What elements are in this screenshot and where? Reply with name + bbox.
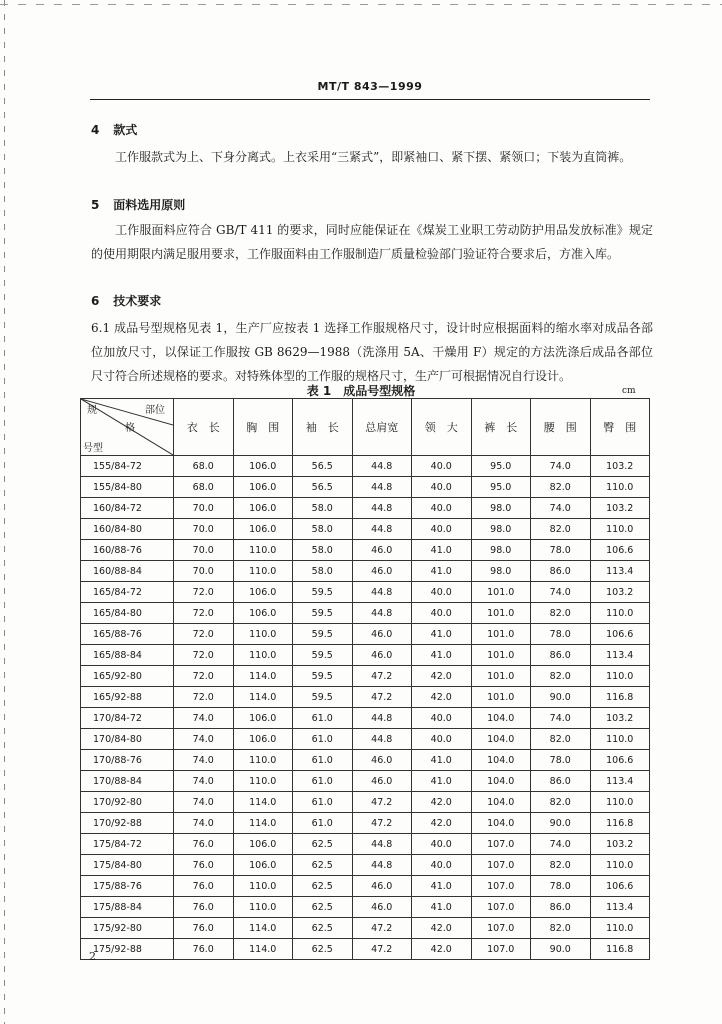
measurement-cell: 72.0 — [174, 624, 234, 645]
measurement-cell: 86.0 — [531, 897, 591, 918]
measurement-cell: 41.0 — [412, 561, 472, 582]
measurement-cell: 114.0 — [233, 918, 293, 939]
measurement-cell: 61.0 — [293, 771, 353, 792]
size-code-cell: 165/88-84 — [81, 645, 174, 666]
section-6-title: 技术要求 — [113, 294, 162, 308]
measurement-cell: 44.8 — [352, 477, 412, 498]
measurement-cell: 44.8 — [352, 708, 412, 729]
measurement-cell: 82.0 — [531, 855, 591, 876]
measurement-cell: 114.0 — [233, 939, 293, 960]
measurement-cell: 40.0 — [412, 519, 472, 540]
measurement-cell: 41.0 — [412, 645, 472, 666]
measurement-cell: 104.0 — [471, 750, 531, 771]
size-code-cell: 170/88-76 — [81, 750, 174, 771]
measurement-cell: 110.0 — [233, 876, 293, 897]
measurement-cell: 116.8 — [590, 939, 650, 960]
measurement-cell: 86.0 — [531, 771, 591, 792]
column-header: 腰 围 — [531, 399, 591, 456]
measurement-cell: 46.0 — [352, 876, 412, 897]
table-row — [81, 456, 650, 477]
measurement-cell: 74.0 — [174, 729, 234, 750]
measurement-cell: 95.0 — [471, 456, 531, 477]
measurement-cell: 74.0 — [174, 792, 234, 813]
measurement-cell: 70.0 — [174, 540, 234, 561]
measurement-cell: 107.0 — [471, 897, 531, 918]
measurement-cell: 103.2 — [590, 582, 650, 603]
column-header: 胸 围 — [233, 399, 293, 456]
measurement-cell: 104.0 — [471, 813, 531, 834]
measurement-cell: 72.0 — [174, 582, 234, 603]
column-header: 总肩宽 — [352, 399, 412, 456]
measurement-cell: 41.0 — [412, 750, 472, 771]
page-number: 2 — [89, 950, 96, 963]
table-corner-cell — [81, 399, 174, 456]
measurement-cell: 78.0 — [531, 624, 591, 645]
table-row — [81, 498, 650, 519]
measurement-cell: 110.0 — [590, 855, 650, 876]
measurement-cell: 59.5 — [293, 687, 353, 708]
measurement-cell: 106.0 — [233, 582, 293, 603]
measurement-cell: 47.2 — [352, 792, 412, 813]
measurement-cell: 70.0 — [174, 561, 234, 582]
measurement-cell: 62.5 — [293, 834, 353, 855]
measurement-cell: 40.0 — [412, 729, 472, 750]
measurement-cell: 110.0 — [590, 477, 650, 498]
table-row — [81, 666, 650, 687]
measurement-cell: 113.4 — [590, 561, 650, 582]
measurement-cell: 46.0 — [352, 750, 412, 771]
size-code-cell: 175/84-80 — [81, 855, 174, 876]
measurement-cell: 44.8 — [352, 519, 412, 540]
corner-label-d: 号型 — [83, 443, 103, 454]
measurement-cell: 56.5 — [293, 477, 353, 498]
measurement-cell: 46.0 — [352, 624, 412, 645]
measurement-cell: 59.5 — [293, 666, 353, 687]
measurement-cell: 61.0 — [293, 729, 353, 750]
measurement-cell: 41.0 — [412, 624, 472, 645]
size-code-cell: 170/92-80 — [81, 792, 174, 813]
measurement-cell: 41.0 — [412, 876, 472, 897]
section-5-paragraph — [91, 218, 653, 266]
measurement-cell: 44.8 — [352, 729, 412, 750]
measurement-cell: 42.0 — [412, 687, 472, 708]
size-code-cell: 170/92-88 — [81, 813, 174, 834]
measurement-cell: 103.2 — [590, 456, 650, 477]
table-row — [81, 708, 650, 729]
size-code-cell: 165/88-76 — [81, 624, 174, 645]
size-code-cell: 165/84-72 — [81, 582, 174, 603]
measurement-cell: 46.0 — [352, 540, 412, 561]
table-row — [81, 582, 650, 603]
scan-edge-top — [0, 4, 722, 5]
measurement-cell: 44.8 — [352, 582, 412, 603]
measurement-cell: 106.0 — [233, 498, 293, 519]
measurement-cell: 74.0 — [174, 708, 234, 729]
measurement-cell: 110.0 — [233, 624, 293, 645]
measurement-cell: 116.8 — [590, 813, 650, 834]
measurement-cell: 58.0 — [293, 561, 353, 582]
measurement-cell: 59.5 — [293, 603, 353, 624]
measurement-cell: 42.0 — [412, 918, 472, 939]
table-row — [81, 477, 650, 498]
measurement-cell: 41.0 — [412, 897, 472, 918]
measurement-cell: 47.2 — [352, 939, 412, 960]
measurement-cell: 101.0 — [471, 666, 531, 687]
table-row — [81, 918, 650, 939]
measurement-cell: 76.0 — [174, 918, 234, 939]
measurement-cell: 110.0 — [590, 519, 650, 540]
size-code-cell: 160/84-80 — [81, 519, 174, 540]
table-row — [81, 624, 650, 645]
size-spec-table — [80, 398, 650, 960]
measurement-cell: 104.0 — [471, 729, 531, 750]
measurement-cell: 110.0 — [233, 540, 293, 561]
measurement-cell: 107.0 — [471, 876, 531, 897]
section-4-text: 工作服款式为上、下身分离式。上衣采用“三紧式”，即紧袖口、紧下摆、紧领口；下装为直筒裤。 — [115, 150, 632, 164]
table-caption: 表 1 成品号型规格 — [306, 384, 416, 398]
size-code-cell: 160/88-84 — [81, 561, 174, 582]
size-code-cell: 170/84-72 — [81, 708, 174, 729]
measurement-cell: 107.0 — [471, 918, 531, 939]
measurement-cell: 74.0 — [531, 582, 591, 603]
measurement-cell: 82.0 — [531, 666, 591, 687]
measurement-cell: 47.2 — [352, 666, 412, 687]
measurement-cell: 101.0 — [471, 582, 531, 603]
measurement-cell: 90.0 — [531, 939, 591, 960]
measurement-cell: 59.5 — [293, 582, 353, 603]
corner-label-b: 部位 — [145, 405, 165, 416]
measurement-cell: 98.0 — [471, 561, 531, 582]
measurement-cell: 72.0 — [174, 603, 234, 624]
measurement-cell: 106.6 — [590, 750, 650, 771]
measurement-cell: 101.0 — [471, 624, 531, 645]
section-4-title: 款式 — [113, 123, 138, 137]
measurement-cell: 42.0 — [412, 666, 472, 687]
measurement-cell: 90.0 — [531, 687, 591, 708]
measurement-cell: 106.0 — [233, 708, 293, 729]
size-code-cell: 175/92-88 — [81, 939, 174, 960]
table-row — [81, 561, 650, 582]
measurement-cell: 76.0 — [174, 876, 234, 897]
measurement-cell: 106.6 — [590, 876, 650, 897]
measurement-cell: 42.0 — [412, 792, 472, 813]
measurement-cell: 61.0 — [293, 813, 353, 834]
measurement-cell: 40.0 — [412, 834, 472, 855]
size-code-cell: 160/88-76 — [81, 540, 174, 561]
size-code-cell: 170/84-80 — [81, 729, 174, 750]
measurement-cell: 103.2 — [590, 708, 650, 729]
measurement-cell: 44.8 — [352, 498, 412, 519]
column-header: 衣 长 — [174, 399, 234, 456]
measurement-cell: 82.0 — [531, 918, 591, 939]
measurement-cell: 82.0 — [531, 729, 591, 750]
size-code-cell: 155/84-80 — [81, 477, 174, 498]
measurement-cell: 46.0 — [352, 771, 412, 792]
table-body — [81, 456, 650, 960]
measurement-cell: 74.0 — [531, 498, 591, 519]
size-code-cell: 165/84-80 — [81, 603, 174, 624]
measurement-cell: 110.0 — [590, 603, 650, 624]
table-row — [81, 813, 650, 834]
measurement-cell: 44.8 — [352, 855, 412, 876]
measurement-cell: 107.0 — [471, 939, 531, 960]
measurement-cell: 110.0 — [233, 645, 293, 666]
corner-label-c: 格 — [125, 423, 135, 434]
measurement-cell: 113.4 — [590, 645, 650, 666]
measurement-cell: 82.0 — [531, 792, 591, 813]
measurement-cell: 59.5 — [293, 624, 353, 645]
measurement-cell: 62.5 — [293, 918, 353, 939]
measurement-cell: 44.8 — [352, 456, 412, 477]
table-row — [81, 645, 650, 666]
measurement-cell: 82.0 — [531, 603, 591, 624]
section-5-text: 工作服面料应符合 GB/T 411 的要求，同时应能保证在《煤炭工业职工劳动防护用品发放标准》规定的使用期限内满足服用要求，工作服面料由工作服制造厂质量检验部门验证符合要求后，方准入库。 — [91, 223, 653, 261]
measurement-cell: 46.0 — [352, 561, 412, 582]
table-row — [81, 792, 650, 813]
measurement-cell: 74.0 — [531, 708, 591, 729]
table-row — [81, 771, 650, 792]
measurement-cell: 101.0 — [471, 687, 531, 708]
measurement-cell: 44.8 — [352, 603, 412, 624]
size-code-cell: 155/84-72 — [81, 456, 174, 477]
measurement-cell: 98.0 — [471, 519, 531, 540]
measurement-cell: 104.0 — [471, 771, 531, 792]
measurement-cell: 110.0 — [590, 729, 650, 750]
size-code-cell: 165/92-88 — [81, 687, 174, 708]
measurement-cell: 74.0 — [174, 750, 234, 771]
measurement-cell: 61.0 — [293, 792, 353, 813]
measurement-cell: 110.0 — [233, 561, 293, 582]
measurement-cell: 40.0 — [412, 498, 472, 519]
table-row — [81, 519, 650, 540]
measurement-cell: 47.2 — [352, 687, 412, 708]
column-header: 裤 长 — [471, 399, 531, 456]
measurement-cell: 110.0 — [233, 897, 293, 918]
measurement-cell: 40.0 — [412, 855, 472, 876]
measurement-cell: 59.5 — [293, 645, 353, 666]
measurement-cell: 86.0 — [531, 561, 591, 582]
measurement-cell: 40.0 — [412, 456, 472, 477]
column-header: 臀 围 — [590, 399, 650, 456]
measurement-cell: 98.0 — [471, 498, 531, 519]
measurement-cell: 114.0 — [233, 813, 293, 834]
measurement-cell: 78.0 — [531, 750, 591, 771]
table-row — [81, 939, 650, 960]
measurement-cell: 74.0 — [174, 771, 234, 792]
measurement-cell: 44.8 — [352, 834, 412, 855]
section-4-paragraph — [91, 145, 653, 169]
measurement-cell: 76.0 — [174, 897, 234, 918]
measurement-cell: 106.0 — [233, 519, 293, 540]
clause-6-1-number: 6.1 — [91, 321, 111, 335]
measurement-cell: 61.0 — [293, 750, 353, 771]
measurement-cell: 62.5 — [293, 876, 353, 897]
column-header: 袖 长 — [293, 399, 353, 456]
clause-6-1-paragraph — [91, 316, 653, 388]
table-row — [81, 834, 650, 855]
measurement-cell: 82.0 — [531, 519, 591, 540]
size-code-cell: 175/88-84 — [81, 897, 174, 918]
measurement-cell: 58.0 — [293, 540, 353, 561]
measurement-cell: 114.0 — [233, 666, 293, 687]
measurement-cell: 72.0 — [174, 687, 234, 708]
size-code-cell: 160/84-72 — [81, 498, 174, 519]
measurement-cell: 72.0 — [174, 645, 234, 666]
measurement-cell: 106.0 — [233, 855, 293, 876]
measurement-cell: 74.0 — [531, 834, 591, 855]
measurement-cell: 106.0 — [233, 477, 293, 498]
section-5-title: 面料选用原则 — [113, 198, 186, 212]
measurement-cell: 76.0 — [174, 939, 234, 960]
measurement-cell: 82.0 — [531, 477, 591, 498]
clause-6-1-text: 成品号型规格见表 1，生产厂应按表 1 选择工作服规格尺寸，设计时应根据面料的缩水率对成品各部位加放尺寸，以保证工作服按 GB 8629—1988（洗涤用 5A、干燥用 F）规定的方法洗涤后成品各部位尺寸符合所述规格的要求。对特殊体型的工作服的规格尺寸，生产厂可根据情况自行设计。 — [91, 321, 653, 383]
measurement-cell: 106.6 — [590, 540, 650, 561]
measurement-cell: 76.0 — [174, 855, 234, 876]
measurement-cell: 56.5 — [293, 456, 353, 477]
measurement-cell: 46.0 — [352, 897, 412, 918]
column-header: 领 大 — [412, 399, 472, 456]
table-header-row — [81, 399, 650, 456]
corner-label-a: 规 — [87, 405, 97, 416]
measurement-cell: 70.0 — [174, 498, 234, 519]
measurement-cell: 110.0 — [590, 792, 650, 813]
measurement-cell: 61.0 — [293, 708, 353, 729]
measurement-cell: 62.5 — [293, 939, 353, 960]
section-5-heading — [91, 196, 185, 213]
measurement-cell: 110.0 — [590, 666, 650, 687]
measurement-cell: 74.0 — [174, 813, 234, 834]
section-6-number: 6 — [91, 294, 100, 308]
measurement-cell: 104.0 — [471, 708, 531, 729]
measurement-cell: 110.0 — [590, 918, 650, 939]
measurement-cell: 106.0 — [233, 834, 293, 855]
measurement-cell: 46.0 — [352, 645, 412, 666]
header-rule — [90, 99, 650, 100]
table-row — [81, 876, 650, 897]
standard-code-header: MT/T 843—1999 — [317, 80, 423, 93]
measurement-cell: 103.2 — [590, 834, 650, 855]
measurement-cell: 106.0 — [233, 603, 293, 624]
measurement-cell: 107.0 — [471, 855, 531, 876]
measurement-cell: 78.0 — [531, 540, 591, 561]
size-code-cell: 170/88-84 — [81, 771, 174, 792]
table-row — [81, 687, 650, 708]
measurement-cell: 110.0 — [233, 750, 293, 771]
measurement-cell: 113.4 — [590, 897, 650, 918]
measurement-cell: 106.6 — [590, 624, 650, 645]
measurement-cell: 114.0 — [233, 687, 293, 708]
measurement-cell: 101.0 — [471, 603, 531, 624]
measurement-cell: 90.0 — [531, 813, 591, 834]
scan-edge-left — [4, 0, 5, 1024]
measurement-cell: 42.0 — [412, 813, 472, 834]
measurement-cell: 70.0 — [174, 519, 234, 540]
measurement-cell: 76.0 — [174, 834, 234, 855]
size-code-cell: 165/92-80 — [81, 666, 174, 687]
measurement-cell: 42.0 — [412, 939, 472, 960]
measurement-cell: 47.2 — [352, 813, 412, 834]
measurement-cell: 41.0 — [412, 771, 472, 792]
section-4-heading — [91, 121, 137, 138]
measurement-cell: 78.0 — [531, 876, 591, 897]
measurement-cell: 101.0 — [471, 645, 531, 666]
measurement-cell: 68.0 — [174, 456, 234, 477]
measurement-cell: 114.0 — [233, 792, 293, 813]
measurement-cell: 86.0 — [531, 645, 591, 666]
measurement-cell: 103.2 — [590, 498, 650, 519]
table-row — [81, 750, 650, 771]
table-row — [81, 540, 650, 561]
measurement-cell: 113.4 — [590, 771, 650, 792]
measurement-cell: 72.0 — [174, 666, 234, 687]
section-5-number: 5 — [91, 198, 100, 212]
measurement-cell: 68.0 — [174, 477, 234, 498]
table-row — [81, 603, 650, 624]
size-code-cell: 175/84-72 — [81, 834, 174, 855]
measurement-cell: 40.0 — [412, 477, 472, 498]
section-6-heading — [91, 292, 161, 309]
measurement-cell: 98.0 — [471, 540, 531, 561]
measurement-cell: 47.2 — [352, 918, 412, 939]
measurement-cell: 58.0 — [293, 498, 353, 519]
measurement-cell: 110.0 — [233, 771, 293, 792]
measurement-cell: 116.8 — [590, 687, 650, 708]
table-row — [81, 855, 650, 876]
table-row — [81, 897, 650, 918]
measurement-cell: 95.0 — [471, 477, 531, 498]
measurement-cell: 62.5 — [293, 897, 353, 918]
measurement-cell: 40.0 — [412, 603, 472, 624]
measurement-cell: 107.0 — [471, 834, 531, 855]
table-unit: cm — [622, 386, 636, 396]
measurement-cell: 104.0 — [471, 792, 531, 813]
size-code-cell: 175/92-80 — [81, 918, 174, 939]
measurement-cell: 40.0 — [412, 582, 472, 603]
measurement-cell: 40.0 — [412, 708, 472, 729]
measurement-cell: 58.0 — [293, 519, 353, 540]
section-4-number: 4 — [91, 123, 100, 137]
measurement-cell: 106.0 — [233, 729, 293, 750]
measurement-cell: 106.0 — [233, 456, 293, 477]
measurement-cell: 62.5 — [293, 855, 353, 876]
table-row — [81, 729, 650, 750]
size-code-cell: 175/88-76 — [81, 876, 174, 897]
measurement-cell: 41.0 — [412, 540, 472, 561]
measurement-cell: 74.0 — [531, 456, 591, 477]
